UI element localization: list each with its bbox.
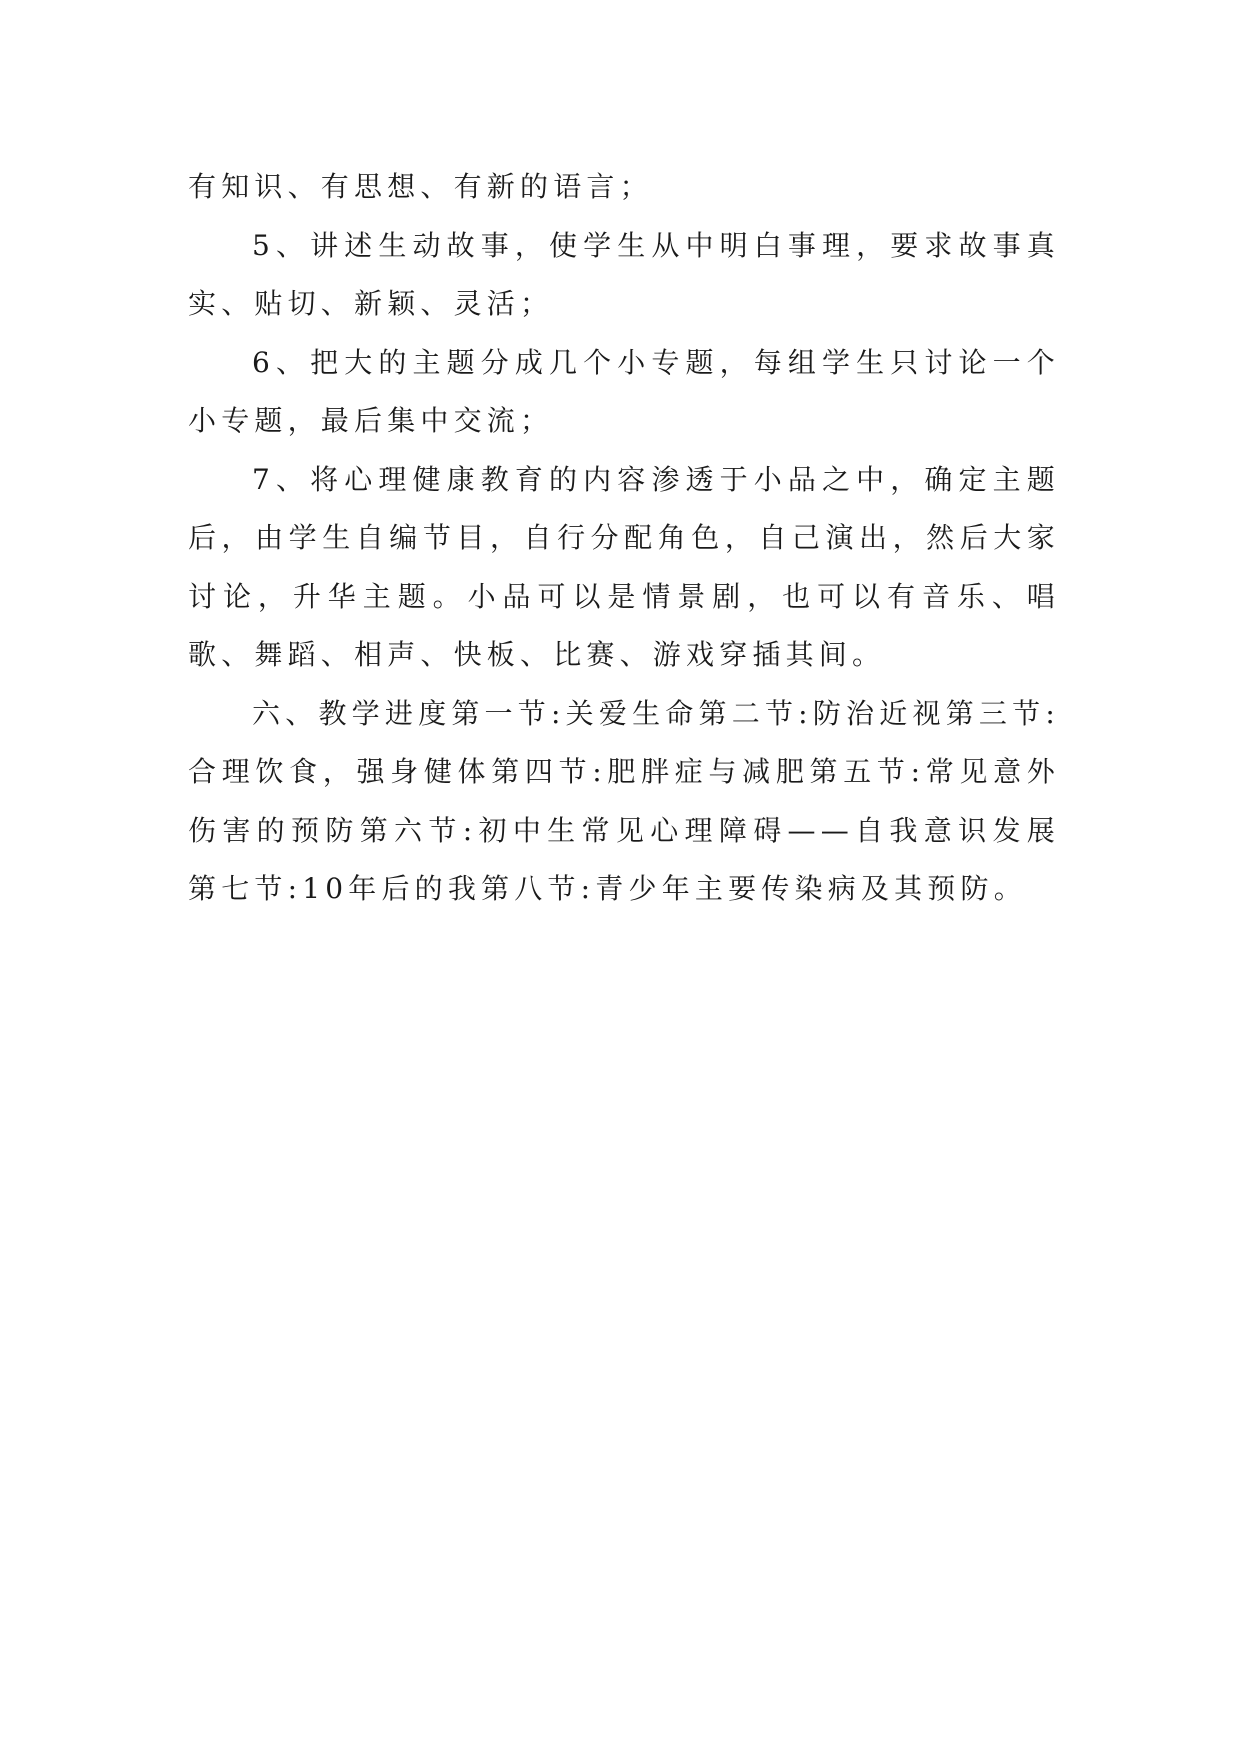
paragraph-item-7: 7、将心理健康教育的内容渗透于小品之中，确定主题后，由学生自编节目，自行分配角色，自己演出，然后大家讨论，升华主题。小品可以是情景剧，也可以有音乐、唱歌、舞蹈、相声、快板、比赛、游戏穿插其间。 — [188, 462, 1060, 671]
paragraph-item-5: 5、讲述生动故事，使学生从中明白事理，要求故事真实、贴切、新颖、灵活； — [188, 228, 1060, 320]
paragraph-continuation: 有知识、有思想、有新的语言； — [188, 170, 653, 203]
document-body — [188, 158, 1060, 919]
paragraph-teaching-schedule: 六、教学进度第一节:关爱生命第二节:防治近视第三节:合理饮食，强身健体第四节:肥胖症与减肥第五节:常见意外伤害的预防第六节:初中生常见心理障碍——自我意识发展第七节:10年后的我第八节:青少年主要传染病及其预防。 — [188, 696, 1060, 905]
paragraph-item-6: 6、把大的主题分成几个小专题，每组学生只讨论一个小专题，最后集中交流； — [188, 345, 1060, 437]
